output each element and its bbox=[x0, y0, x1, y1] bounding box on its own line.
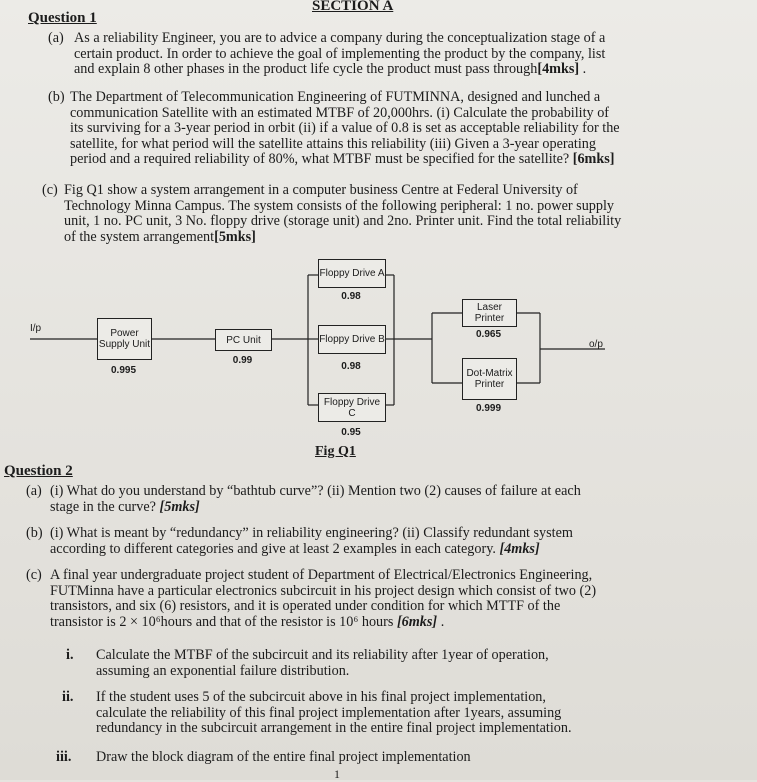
floppy-b-block: Floppy Drive B bbox=[318, 325, 386, 354]
question-2-heading: Question 2 bbox=[4, 463, 73, 479]
q2-item-line: If the student uses 5 of the subcircuit above in his final project implementation, bbox=[96, 689, 546, 705]
figure-caption: Fig Q1 bbox=[315, 444, 356, 459]
q1-c-label: (c) bbox=[42, 182, 58, 198]
dot-matrix-block: Dot-Matrix Printer bbox=[462, 358, 517, 400]
floppy-a-block: Floppy Drive A bbox=[318, 259, 386, 288]
q1-b-line: its surviving for a 3-year period in orbit (ii) if a value of 0.8 is set as acceptable reliability for the bbox=[70, 120, 620, 137]
q2-b-line: according to different categories and give at least 2 examples in each category. bbox=[50, 540, 496, 557]
q2-c-line: transistor is 2 × 10⁶hours and that of the resistor is 10⁶ hours bbox=[50, 613, 394, 630]
pc-unit-reliability: 0.99 bbox=[232, 355, 253, 366]
q2-c-marks: [6mks] bbox=[396, 613, 438, 630]
q2-b-label: (b) bbox=[26, 525, 43, 541]
laser-printer-reliability: 0.965 bbox=[475, 329, 502, 340]
q1-b-line: period and a required reliability of 80%, what MTBF must be specified for the satellite? bbox=[70, 151, 570, 168]
q1-c-marks: [5mks] bbox=[214, 228, 256, 245]
q2-b-line: (i) What is meant by “redundancy” in reliability engineering? (ii) Classify redundant system bbox=[50, 525, 573, 541]
q2-item-i-label: i. bbox=[66, 647, 74, 663]
q2-item-line: Calculate the MTBF of the subcircuit and its reliability after 1year of operation, bbox=[96, 647, 549, 663]
q1-a-line: certain product. In order to achieve the goal of implementing the product by the company, list bbox=[74, 45, 606, 62]
q2-c-label: (c) bbox=[26, 567, 42, 583]
q1-b-line: satellite, for what period will the satellite attains this reliability (iii) Given a 3-year operating bbox=[70, 135, 596, 152]
q1-a-line: As a reliability Engineer, you are to advice a company during the conceptualization stage of a bbox=[74, 30, 606, 46]
input-label: I/p bbox=[30, 323, 42, 334]
q2-item-ii-label: ii. bbox=[62, 689, 74, 705]
q2-a-line: stage in the curve? bbox=[50, 498, 156, 515]
q1-c-line: Technology Minna Campus. The system consists of the following peripheral: 1 no. power supply bbox=[64, 197, 615, 214]
q1-c-line: unit, 1 no. PC unit, 3 No. floppy drive (storage unit) and 2no. Printer unit. Find the total reliability bbox=[64, 213, 622, 230]
dot-matrix-reliability: 0.999 bbox=[475, 403, 502, 414]
floppy-c-block: Floppy Drive C bbox=[318, 393, 386, 422]
q1-a-label: (a) bbox=[48, 30, 64, 46]
q1-a-line: and explain 8 other phases in the product life cycle the product must pass through bbox=[74, 61, 538, 78]
q1-b-line: The Department of Telecommunication Engineering of FUTMINNA, designed and lunched a bbox=[70, 89, 601, 105]
q2-item-line: redundancy in the subcircuit arrangement in the entire final project implementation. bbox=[96, 720, 572, 737]
q2-a-label: (a) bbox=[26, 483, 42, 499]
floppy-b-reliability: 0.98 bbox=[341, 361, 361, 372]
q1-b-marks: [6mks] bbox=[572, 151, 615, 168]
q1-c-line: of the system arrangement bbox=[64, 228, 215, 245]
floppy-a-reliability: 0.98 bbox=[341, 291, 361, 302]
q2-c-line: A final year undergraduate project student of Department of Electrical/Electronics Engineering, bbox=[50, 567, 593, 583]
q2-item-iii-label: iii. bbox=[56, 749, 72, 765]
power-supply-reliability: 0.995 bbox=[110, 365, 137, 376]
fig-q1-diagram bbox=[0, 255, 757, 465]
exam-page: SECTION A Question 1 (a) As a reliability Engineer, you are to advice a company during the conceptualization stage of a certain product. In order to achieve the goal of implementing the product by the company, list and explain 8 other phases in the product life cycle the product must pass through[4mks] . (b) The Department of Telecommunication Engineering of FUTMINNA, designed and lunched a communication Satellite with an estimated MTBF of 20,000hrs. (i) Calculate the probability of its surviving for a 3-year period in orbit (ii) if a value of 0.8 is set as acceptable reliability for the satellite, for what period will the satellite attains this reliability (iii) Given a 3-year operating period and a required reliability of 80%, what MTBF must be specified for the satellite? [6mks] (c) Fig Q1 show a system arrangement in a computer business Centre at Federal University of Technology Minna Campus. The system consists of the following peripheral: 1 no. power supply unit, 1 no. PC unit, 3 No. floppy drive (storage unit) and 2no. Printer unit. Find the total reliability of the system arrangement[5mks] I/p o/p Power Supply Unit 0.995 PC Unit 0.99 Floppy Drive A 0.98 Floppy Drive B 0.98 Floppy Drive C 0.95 Laser Printer 0.965 Dot-Matrix Printer 0.999 Fig Q1 Question 2 (a) (i) What do you understand by “bathtub curve”? (ii) Mention two (2) causes of failure at each stage in the curve? [5mks] (b) (i) What is meant by “redundancy” in reliability engineering? (ii) Classify redundant system according to different categories and give at least 2 examples in each category. [4mks] (c) A final year undergraduate project student of Department of Electrical/Electronics Engineering, FUTMinna have a particular electronics subcircuit in his project design which consist of two (2) transistors, and six (6) resistors, and it is operated under condition for which MTTF of the transistor is 2 × 10⁶hours and that of the resistor is 10⁶ hours [6mks] . i. Calculate the MTBF of the subcircuit and its reliability after 1year of operation, assuming an exponential failure distribution. ii. If the student uses 5 of the subcircuit above in his final project implementation, calculate the reliability of this final project implementation after 1years, assuming redundancy in the subcircuit arrangement in the entire final project implementation. iii. Draw the block diagram of the entire final project implementation 1 bbox=[0, 0, 757, 780]
q2-a-marks: [5mks] bbox=[159, 498, 200, 515]
q1-b-line: communication Satellite with an estimated MTBF of 20,000hrs. (i) Calculate the probability of bbox=[70, 104, 610, 121]
q2-item-line: assuming an exponential failure distribution. bbox=[96, 662, 350, 679]
floppy-c-reliability: 0.95 bbox=[341, 427, 361, 438]
question-1-heading: Question 1 bbox=[28, 10, 97, 26]
power-supply-block: Power Supply Unit bbox=[97, 318, 152, 360]
q2-item-line: calculate the reliability of this final project implementation after 1years, assuming bbox=[96, 704, 562, 721]
q2-item-line: Draw the block diagram of the entire final project implementation bbox=[96, 749, 471, 765]
q2-c-line: FUTMinna have a particular electronics subcircuit in his project design which consist of two (2) bbox=[50, 582, 597, 599]
q1-a-tail: . bbox=[579, 61, 587, 78]
page-number: 1 bbox=[334, 767, 340, 781]
q1-c-line: Fig Q1 show a system arrangement in a computer business Centre at Federal University of bbox=[64, 182, 578, 198]
q1-b-label: (b) bbox=[48, 89, 65, 105]
output-label: o/p bbox=[589, 339, 603, 350]
section-title: SECTION A bbox=[312, 0, 394, 14]
q1-a-marks: [4mks] bbox=[537, 61, 580, 78]
q2-b-marks: [4mks] bbox=[499, 540, 540, 557]
pc-unit-block: PC Unit bbox=[215, 329, 272, 351]
laser-printer-block: Laser Printer bbox=[462, 299, 517, 327]
q2-a-line: (i) What do you understand by “bathtub curve”? (ii) Mention two (2) causes of failure at each bbox=[50, 483, 581, 499]
q2-c-line: transistors, and six (6) resistors, and it is operated under condition for which MTTF of the bbox=[50, 598, 561, 615]
